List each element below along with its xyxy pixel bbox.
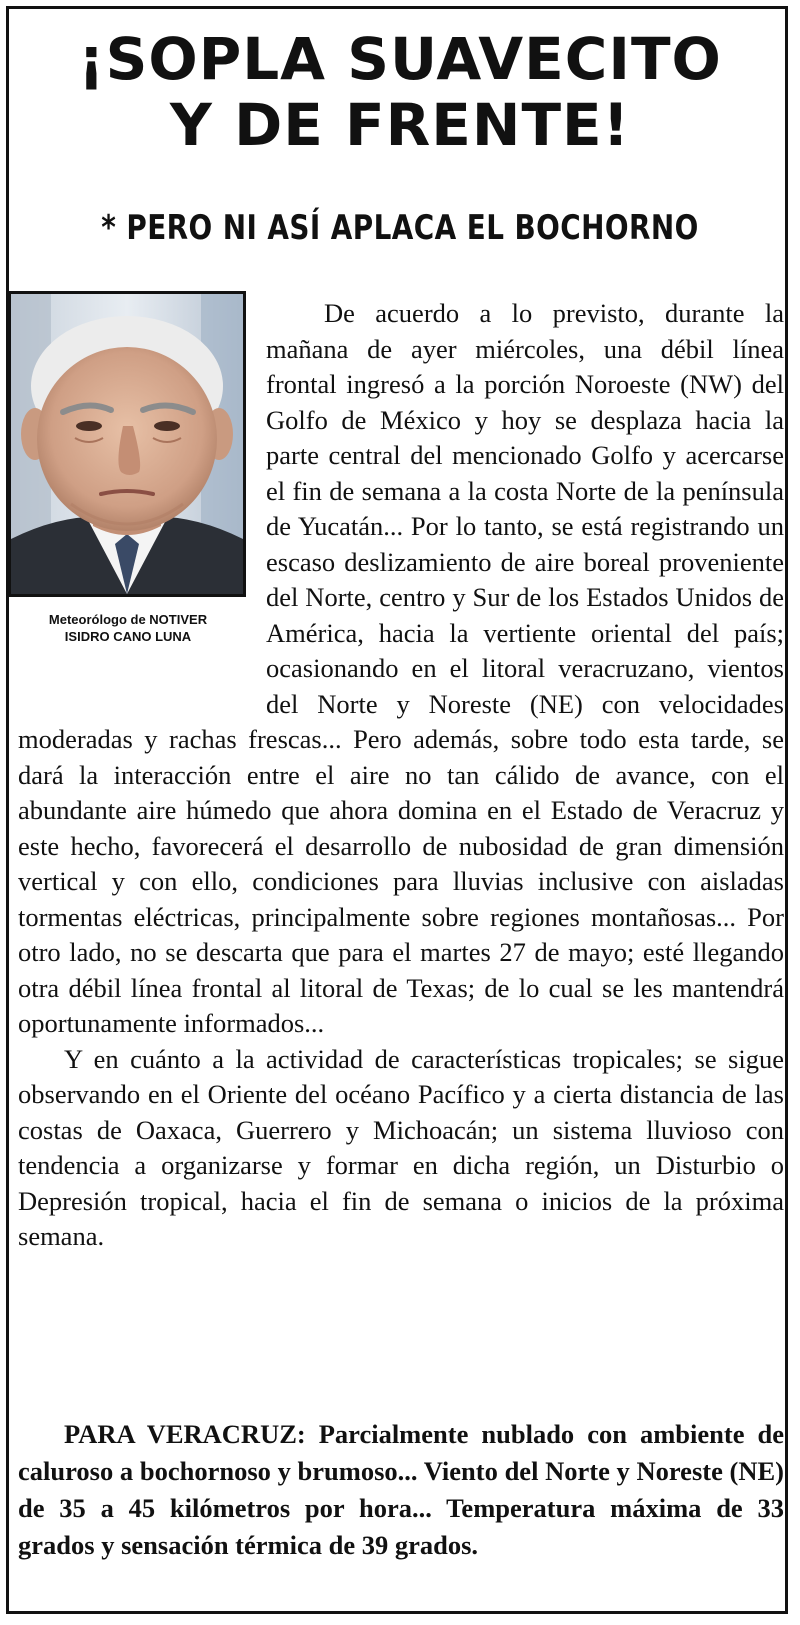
- caption-line-1: Meteorólogo de NOTIVER: [48, 612, 208, 627]
- headline-line-2: Y DE FRENTE!: [169, 91, 631, 159]
- headline: [0, 26, 800, 158]
- subheadline: * PERO NI ASÍ APLACA EL BOCHORNO: [101, 208, 699, 248]
- article-body: [18, 296, 784, 1255]
- article-paragraph-2: Y en cuánto a la actividad de características tropicales; se sigue observando en el Oriente del océano Pacífico y a cierta distancia de las costas de Oaxaca, Guerrero y Michoacán; un sistema lluvioso con tendencia a organizarse y formar en dicha región, un Disturbio o Depresión tropical, hacia el fin de semana o inicios de la próxima semana.: [18, 1043, 784, 1251]
- photo-wrap-space: [18, 296, 266, 708]
- caption-line-2: ISIDRO CANO LUNA: [64, 629, 192, 644]
- article-paragraph-1: De acuerdo a lo previsto, durante la mañana de ayer miércoles, una débil línea frontal ingresó a la porción Noroeste (NW) del Golfo de México y hoy se desplaza hacia la parte central del mencionado Golfo y acercarse el fin de semana a la costa Norte de la península de Yucatán... Por lo tanto, se está registrando un escaso deslizamiento de aire boreal proveniente del Norte, centro y Sur de los Estados Unidos de América, hacia la vertiente oriental del país; ocasionando en el litoral veracruzano, vientos del Norte y Noreste (NE) con velocidades moderadas y rachas frescas... Pero además, sobre todo esta tarde, se dará la interacción entre el aire no tan cálido de avance, con el abundante aire húmedo que ahora domina en el Estado de Veracruz y este hecho, favorecerá el desarrollo de nubosidad de gran dimensión vertical y con ello, condiciones para lluvias inclusive con aisladas tormentas eléctricas, principalmente sobre regiones montañosas... Por otro lado, no se descarta que para el martes 27 de mayo; esté llegando otra débil línea frontal al litoral de Texas; de lo cual se les mantendrá oportunamente informados...: [18, 298, 784, 1038]
- headline-line-1: ¡SOPLA SUAVECITO: [78, 25, 722, 93]
- veracruz-forecast: PARA VERACRUZ: Parcialmente nublado con ambiente de caluroso a bochornoso y brumoso... Viento del Norte y Noreste (NE) de 35 a 45 kilómetros por hora... Temperatura máxima de 33 grados y sensación térmica de 39 grados.: [18, 1419, 784, 1560]
